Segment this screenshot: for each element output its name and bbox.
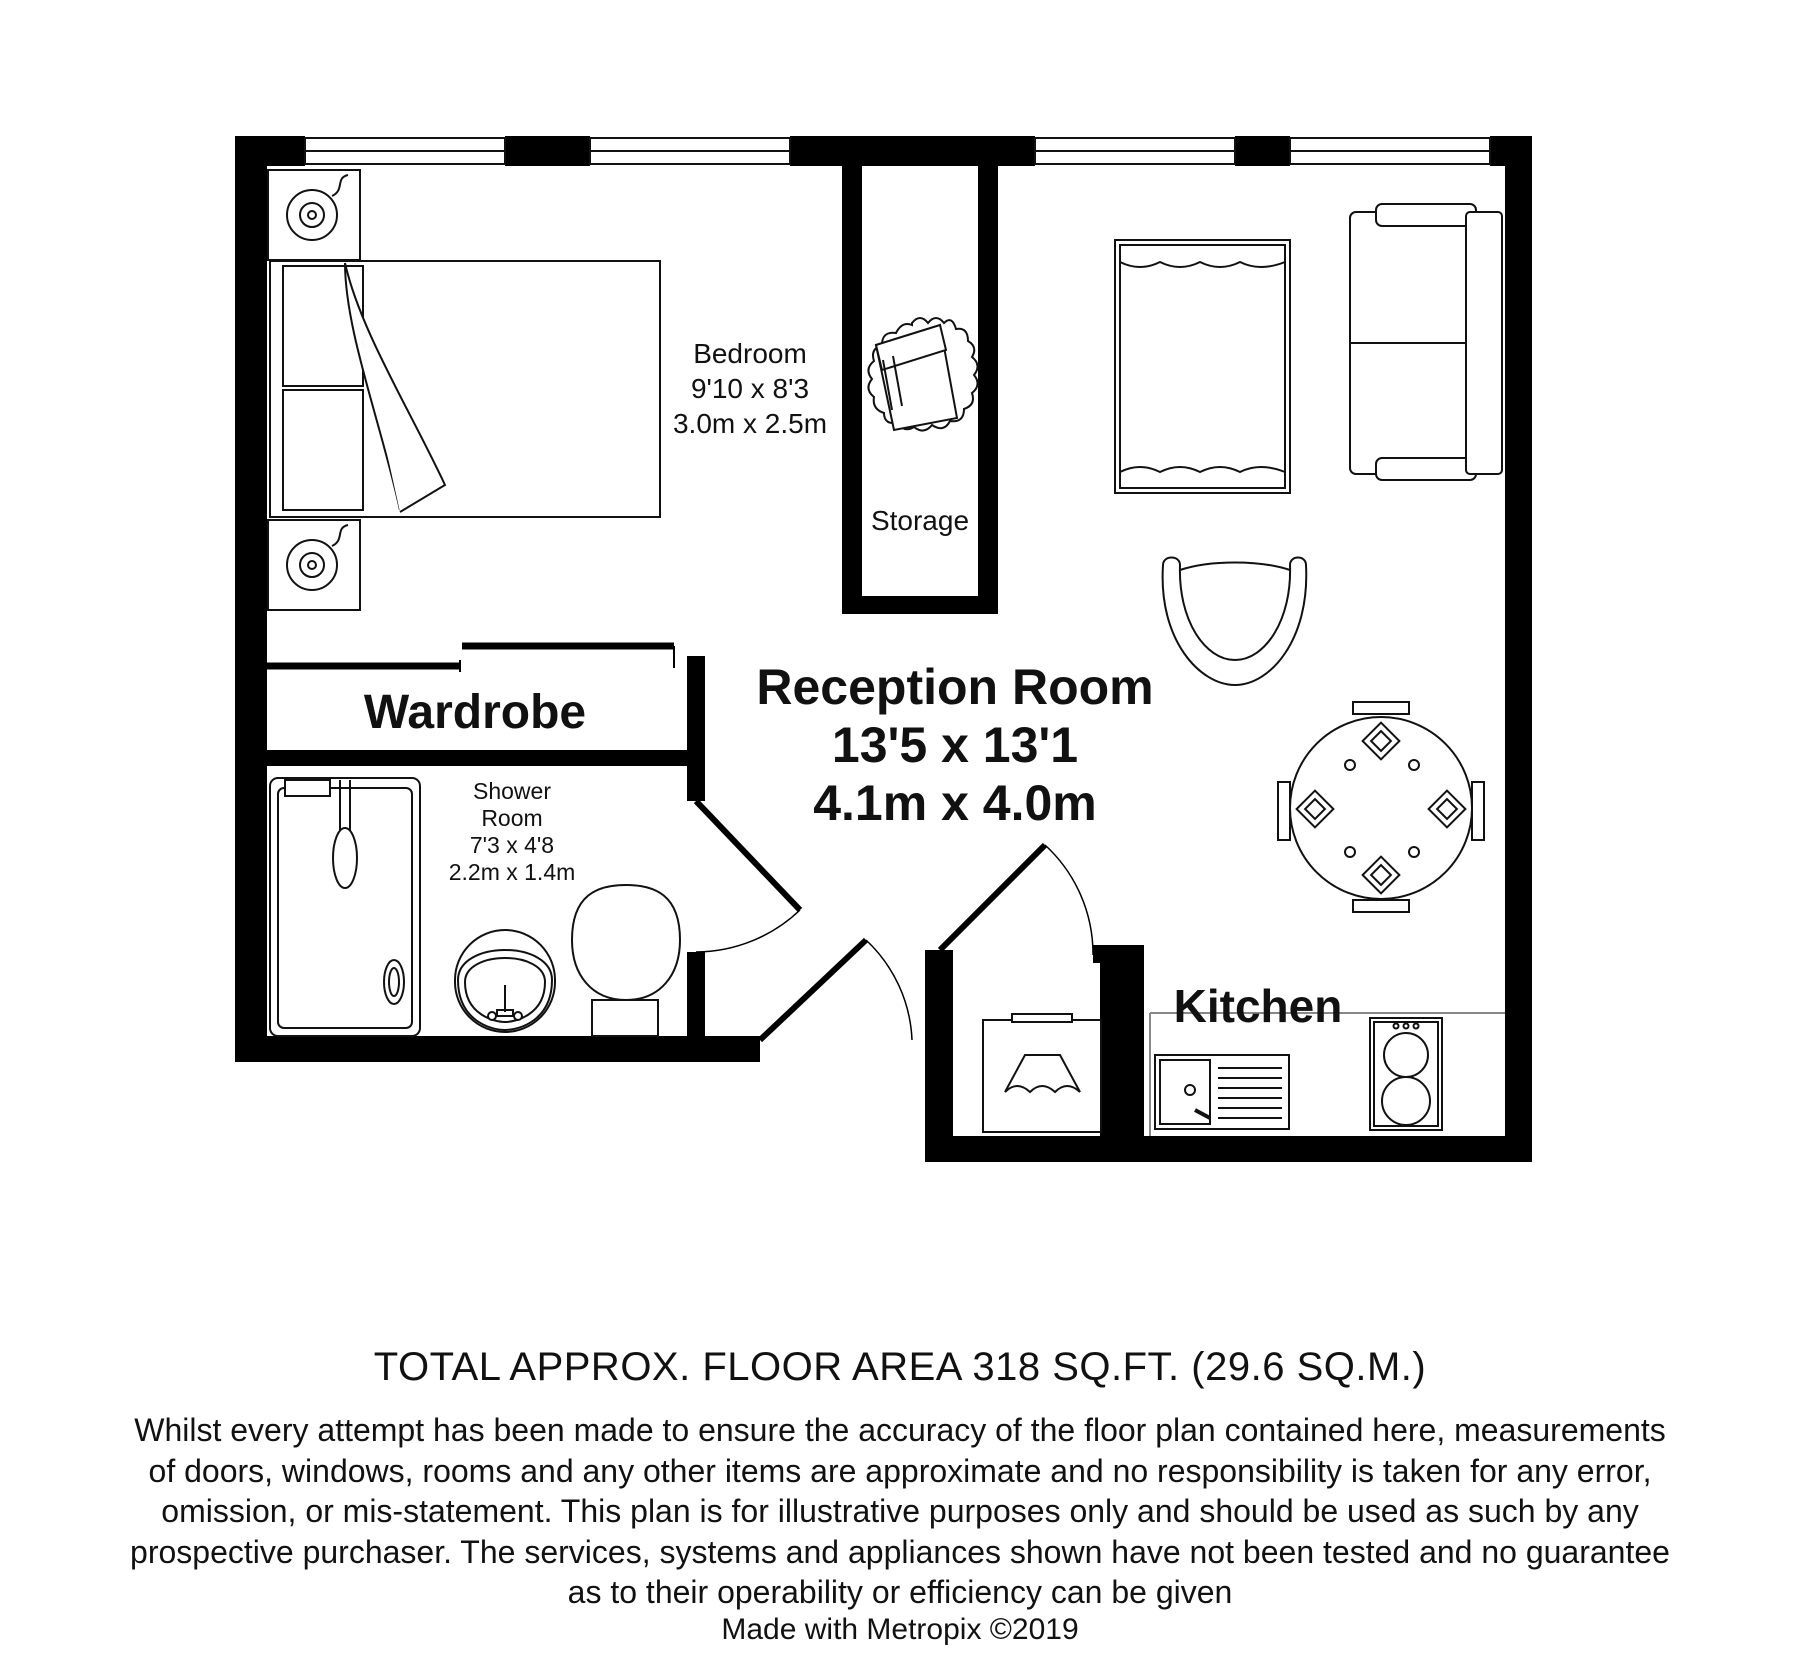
credit: Made with Metropix ©2019: [721, 1613, 1079, 1646]
doors: [696, 801, 1093, 1040]
wall-right: [1505, 136, 1532, 1162]
disclaimer: [0, 1410, 1800, 1613]
disclaimer-line: omission, or mis-statement. This plan is for illustrative purposes only and should be used as such by any: [161, 1493, 1639, 1529]
wall-left: [235, 136, 267, 1062]
door-cupboard: [940, 845, 1045, 950]
wall-top-3: [790, 136, 1035, 166]
sink-icon: [1155, 1055, 1289, 1129]
wall-shower-right: [687, 952, 705, 1062]
storage-name: Storage: [870, 505, 970, 536]
wall-kitchen-left-stub: [936, 1025, 953, 1045]
dining-table-icon: [1278, 702, 1484, 912]
armchair-icon: [868, 318, 977, 431]
washbasin-icon: [455, 930, 555, 1032]
bedroom-imperial: 9'10 x 8'3: [690, 373, 810, 404]
disclaimer-line: prospective purchaser. The services, systems and appliances shown have not been tested and no guarantee: [130, 1533, 1670, 1570]
disclaimer-line: as to their operability or efficiency can be given: [567, 1574, 1233, 1610]
tub-chair-icon: [1163, 558, 1307, 686]
wall-storage-left: [842, 166, 862, 614]
shower-metric: 2.2m x 1.4m: [448, 859, 576, 885]
wall-top-4: [1235, 136, 1290, 166]
door-shower: [696, 801, 800, 910]
bedroom-name: Bedroom: [693, 338, 807, 369]
shower-tray-icon: [270, 778, 420, 1036]
wall-kitchen-left: [925, 950, 953, 1162]
door-entrance: [760, 940, 866, 1040]
reception-name: Reception Room: [756, 659, 1154, 715]
wardrobe-doors: [267, 646, 674, 672]
wall-storage-right: [978, 166, 998, 614]
kitchen-name: Kitchen: [1173, 980, 1343, 1032]
reception-imperial: 13'5 x 13'1: [831, 717, 1079, 773]
wall-top-2: [505, 136, 590, 166]
wall-kitchen-divider: [1100, 945, 1144, 1162]
bedroom-metric: 3.0m x 2.5m: [672, 408, 828, 439]
hob-icon: [1370, 1018, 1442, 1130]
reception-metric: 4.1m x 4.0m: [813, 775, 1097, 831]
shower-name-2: Room: [481, 805, 543, 831]
shower-imperial: 7'3 x 4'8: [469, 832, 555, 858]
boiler-icon: [983, 1014, 1101, 1132]
sofa-icon: [1350, 204, 1502, 480]
wall-shower-top: [267, 750, 705, 766]
disclaimer-line: Whilst every attempt has been made to ensure the accuracy of the floor plan contained here, measurements: [134, 1412, 1666, 1448]
wall-storage-bottom: [842, 596, 998, 614]
total-floor-area: TOTAL APPROX. FLOOR AREA 318 SQ.FT. (29.6 SQ.M.): [373, 1345, 1427, 1389]
shower-name-1: Shower: [473, 778, 551, 804]
rug-icon: [1115, 240, 1290, 493]
wardrobe-name: Wardrobe: [363, 686, 587, 739]
disclaimer-line: of doors, windows, rooms and any other items are approximate and no responsibility is taken for any error,: [148, 1452, 1652, 1489]
bed-icon: [270, 261, 660, 517]
wall-bottom-right: [925, 1136, 1532, 1162]
wall-kitchen-divider-top: [1093, 945, 1144, 963]
wall-bottom-left: [235, 1036, 760, 1062]
wall-wardrobe-right: [687, 656, 705, 801]
toilet-icon: [572, 885, 680, 1036]
